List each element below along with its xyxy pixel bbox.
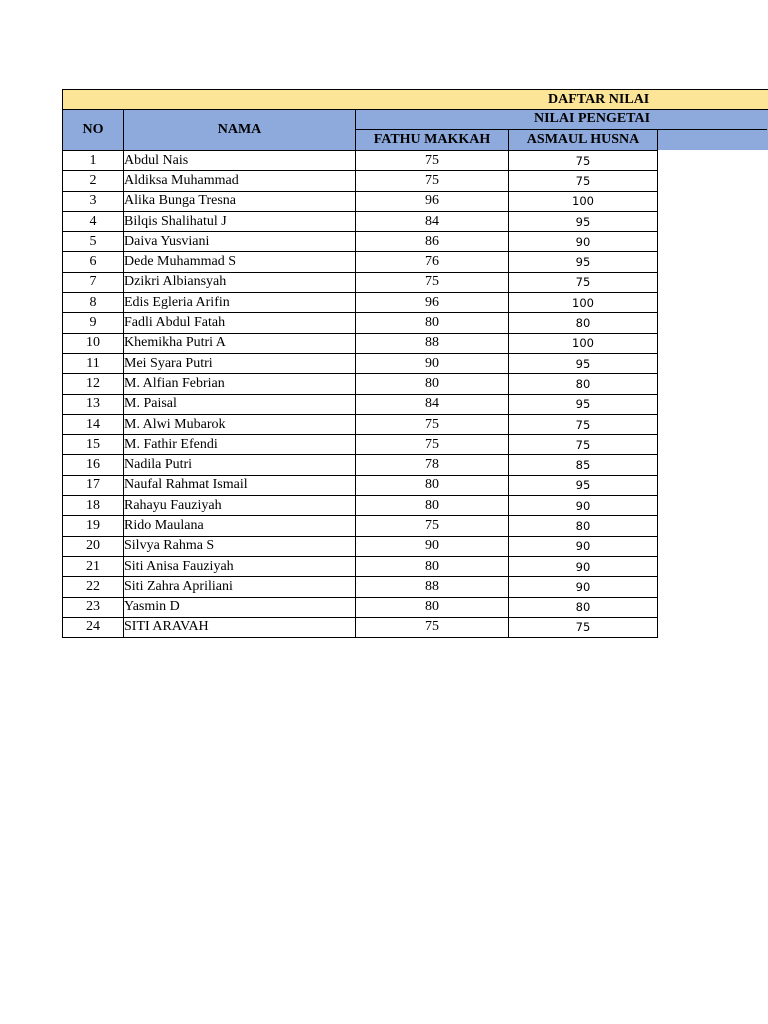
- cell-asmaul-husna: 95: [509, 394, 658, 414]
- cell-no: 21: [63, 556, 124, 576]
- cell-no: 18: [63, 496, 124, 516]
- cell-fathu-makkah: 90: [356, 536, 509, 556]
- table-row: [63, 374, 658, 394]
- cell-nama: Siti Anisa Fauziyah: [124, 556, 356, 576]
- cell-no: 17: [63, 475, 124, 495]
- cell-nama: Rahayu Fauziyah: [124, 496, 356, 516]
- table-row: [63, 496, 658, 516]
- table-row: [63, 191, 658, 211]
- table-row: [63, 617, 658, 637]
- table-row: [63, 435, 658, 455]
- cell-no: 11: [63, 353, 124, 373]
- cell-nama: Yasmin D: [124, 597, 356, 617]
- cell-nama: Naufal Rahmat Ismail: [124, 475, 356, 495]
- header-continuation: [658, 130, 767, 150]
- cell-nama: Fadli Abdul Fatah: [124, 313, 356, 333]
- cell-fathu-makkah: 75: [356, 414, 509, 434]
- table-row: [63, 475, 658, 495]
- table-row: [63, 293, 658, 313]
- cell-fathu-makkah: 96: [356, 191, 509, 211]
- cell-asmaul-husna: 80: [509, 374, 658, 394]
- cell-fathu-makkah: 90: [356, 353, 509, 373]
- cell-no: 16: [63, 455, 124, 475]
- cell-fathu-makkah: 80: [356, 374, 509, 394]
- table-row: [63, 171, 658, 191]
- table-row: [63, 211, 658, 231]
- cell-asmaul-husna: 80: [509, 516, 658, 536]
- header-group-nilai: [356, 110, 767, 130]
- grade-sheet: [62, 89, 768, 638]
- cell-no: 20: [63, 536, 124, 556]
- cell-asmaul-husna: 85: [509, 455, 658, 475]
- cell-asmaul-husna: 90: [509, 232, 658, 252]
- table-row: [63, 353, 658, 373]
- table-row: [63, 151, 658, 171]
- cell-nama: M. Alfian Febrian: [124, 374, 356, 394]
- cell-no: 6: [63, 252, 124, 272]
- table-row: [63, 394, 658, 414]
- table-row: [63, 232, 658, 252]
- cell-no: 23: [63, 597, 124, 617]
- header-nama: NAMA: [124, 110, 356, 150]
- table-header: [62, 110, 768, 150]
- cell-no: 14: [63, 414, 124, 434]
- cell-no: 4: [63, 211, 124, 231]
- table-row: [63, 272, 658, 292]
- cell-fathu-makkah: 84: [356, 394, 509, 414]
- cell-fathu-makkah: 75: [356, 435, 509, 455]
- cell-fathu-makkah: 88: [356, 577, 509, 597]
- cell-asmaul-husna: 80: [509, 313, 658, 333]
- cell-fathu-makkah: 96: [356, 293, 509, 313]
- cell-nama: Bilqis Shalihatul J: [124, 211, 356, 231]
- cell-nama: M. Fathir Efendi: [124, 435, 356, 455]
- cell-asmaul-husna: 75: [509, 617, 658, 637]
- cell-fathu-makkah: 84: [356, 211, 509, 231]
- cell-fathu-makkah: 75: [356, 617, 509, 637]
- table-row: [63, 516, 658, 536]
- cell-fathu-makkah: 75: [356, 272, 509, 292]
- cell-no: 15: [63, 435, 124, 455]
- cell-asmaul-husna: 95: [509, 353, 658, 373]
- table-row: [63, 252, 658, 272]
- cell-no: 3: [63, 191, 124, 211]
- cell-nama: Khemikha Putri A: [124, 333, 356, 353]
- cell-no: 2: [63, 171, 124, 191]
- table-row: [63, 333, 658, 353]
- cell-fathu-makkah: 75: [356, 516, 509, 536]
- cell-nama: Nadila Putri: [124, 455, 356, 475]
- cell-asmaul-husna: 90: [509, 496, 658, 516]
- cell-fathu-makkah: 75: [356, 171, 509, 191]
- sheet-title: DAFTAR NILAI: [548, 92, 650, 107]
- cell-no: 8: [63, 293, 124, 313]
- cell-fathu-makkah: 78: [356, 455, 509, 475]
- cell-asmaul-husna: 80: [509, 597, 658, 617]
- table-row: [63, 414, 658, 434]
- table-row: [63, 313, 658, 333]
- cell-nama: Daiva Yusviani: [124, 232, 356, 252]
- cell-nama: Edis Egleria Arifin: [124, 293, 356, 313]
- title-row: [62, 89, 768, 110]
- cell-fathu-makkah: 80: [356, 556, 509, 576]
- cell-fathu-makkah: 86: [356, 232, 509, 252]
- cell-nama: M. Paisal: [124, 394, 356, 414]
- cell-nama: Dzikri Albiansyah: [124, 272, 356, 292]
- cell-asmaul-husna: 100: [509, 191, 658, 211]
- cell-asmaul-husna: 75: [509, 272, 658, 292]
- cell-fathu-makkah: 80: [356, 475, 509, 495]
- header-fathu-makkah: FATHU MAKKAH: [356, 130, 509, 150]
- cell-nama: Mei Syara Putri: [124, 353, 356, 373]
- cell-fathu-makkah: 80: [356, 496, 509, 516]
- cell-nama: Silvya Rahma S: [124, 536, 356, 556]
- header-asmaul-husna: ASMAUL HUSNA: [509, 130, 658, 150]
- cell-no: 5: [63, 232, 124, 252]
- header-no: NO: [63, 110, 124, 150]
- cell-asmaul-husna: 90: [509, 556, 658, 576]
- cell-nama: SITI ARAVAH: [124, 617, 356, 637]
- cell-asmaul-husna: 90: [509, 536, 658, 556]
- cell-asmaul-husna: 90: [509, 577, 658, 597]
- cell-no: 10: [63, 333, 124, 353]
- cell-fathu-makkah: 75: [356, 151, 509, 171]
- cell-no: 13: [63, 394, 124, 414]
- cell-fathu-makkah: 80: [356, 597, 509, 617]
- cell-fathu-makkah: 88: [356, 333, 509, 353]
- cell-nama: Alika Bunga Tresna: [124, 191, 356, 211]
- cell-no: 9: [63, 313, 124, 333]
- cell-no: 7: [63, 272, 124, 292]
- cell-nama: Rido Maulana: [124, 516, 356, 536]
- cell-asmaul-husna: 95: [509, 211, 658, 231]
- cell-fathu-makkah: 76: [356, 252, 509, 272]
- table-row: [63, 597, 658, 617]
- cell-asmaul-husna: 100: [509, 293, 658, 313]
- table-row: [63, 536, 658, 556]
- cell-nama: Aldiksa Muhammad: [124, 171, 356, 191]
- grade-table: [62, 150, 658, 638]
- cell-no: 19: [63, 516, 124, 536]
- cell-asmaul-husna: 75: [509, 414, 658, 434]
- cell-nama: Siti Zahra Apriliani: [124, 577, 356, 597]
- cell-asmaul-husna: 75: [509, 171, 658, 191]
- cell-asmaul-husna: 100: [509, 333, 658, 353]
- cell-asmaul-husna: 95: [509, 252, 658, 272]
- table-row: [63, 455, 658, 475]
- header-group-label: NILAI PENGETAI: [534, 111, 651, 126]
- cell-asmaul-husna: 95: [509, 475, 658, 495]
- cell-fathu-makkah: 80: [356, 313, 509, 333]
- cell-nama: M. Alwi Mubarok: [124, 414, 356, 434]
- table-row: [63, 577, 658, 597]
- table-row: [63, 556, 658, 576]
- cell-nama: Dede Muhammad S: [124, 252, 356, 272]
- cell-asmaul-husna: 75: [509, 435, 658, 455]
- cell-no: 1: [63, 151, 124, 171]
- cell-no: 12: [63, 374, 124, 394]
- cell-no: 24: [63, 617, 124, 637]
- cell-nama: Abdul Nais: [124, 151, 356, 171]
- cell-no: 22: [63, 577, 124, 597]
- grade-table-body: [63, 151, 658, 638]
- cell-asmaul-husna: 75: [509, 151, 658, 171]
